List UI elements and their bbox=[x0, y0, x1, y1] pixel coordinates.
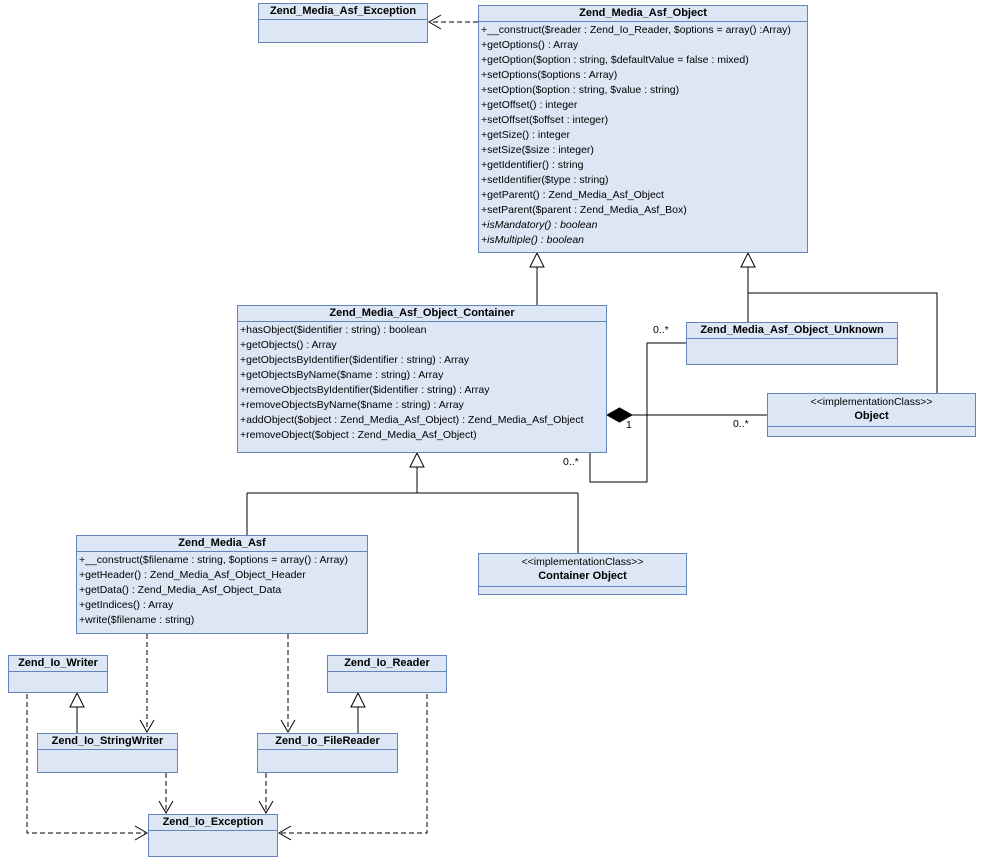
method-item: +removeObject($object : Zend_Media_Asf_Object) bbox=[240, 429, 477, 441]
class-title: Zend_Io_Reader bbox=[328, 656, 446, 672]
class-zend-io-reader bbox=[327, 655, 447, 693]
class-title bbox=[479, 554, 686, 587]
dependency-stringwriter-to-io-exception bbox=[159, 773, 173, 813]
class-stereotype: <<implementationClass>> bbox=[521, 556, 644, 568]
method-item: +getHeader() : Zend_Media_Asf_Object_Header bbox=[79, 569, 306, 581]
method-item: +isMultiple() : boolean bbox=[481, 234, 585, 246]
class-zend-io-exception bbox=[148, 814, 278, 857]
class-title: Zend_Media_Asf_Object_Unknown bbox=[687, 323, 897, 339]
multiplicity-composition-source: 1 bbox=[626, 419, 632, 431]
class-zend-media-asf bbox=[76, 535, 368, 634]
generalization-stringwriter-to-writer bbox=[70, 693, 84, 733]
method-item: +getOffset() : integer bbox=[481, 99, 578, 111]
class-title: Zend_Media_Asf_Object_Container bbox=[238, 306, 606, 322]
method-item: +getParent() : Zend_Media_Asf_Object bbox=[481, 189, 664, 201]
method-item: +removeObjectsByName($name : string) : Array bbox=[240, 399, 464, 411]
method-item: +removeObjectsByIdentifier($identifier : string) : Array bbox=[240, 384, 490, 396]
class-title: Zend_Io_Exception bbox=[149, 815, 277, 831]
generalization-filereader-to-reader bbox=[351, 693, 365, 733]
method-item: +__construct($filename : string, $options = array() : Array) bbox=[79, 554, 349, 566]
method-item: +setOption($option : string, $value : string) bbox=[481, 84, 680, 96]
class-container-object-implementation bbox=[478, 553, 687, 595]
method-item: +getObjects() : Array bbox=[240, 339, 337, 351]
class-zend-io-filereader bbox=[257, 733, 398, 773]
method-item: +__construct($reader : Zend_Io_Reader, $options = array() :Array) bbox=[481, 24, 791, 36]
method-item: +setIdentifier($type : string) bbox=[481, 174, 609, 186]
dependency-asf-to-filereader bbox=[281, 634, 295, 732]
method-item: +getData() : Zend_Media_Asf_Object_Data bbox=[79, 584, 282, 596]
method-item: +setSize($size : integer) bbox=[481, 144, 594, 156]
class-method-list bbox=[479, 22, 807, 248]
class-title: Zend_Io_FileReader bbox=[258, 734, 397, 750]
class-title: Zend_Io_Writer bbox=[9, 656, 107, 672]
class-title: Zend_Media_Asf_Object bbox=[479, 6, 807, 22]
method-item: +getIndices() : Array bbox=[79, 599, 174, 611]
class-title: Zend_Media_Asf bbox=[77, 536, 367, 552]
method-item: +setParent($parent : Zend_Media_Asf_Box) bbox=[481, 204, 687, 216]
method-item: +getObjectsByIdentifier($identifier : string) : Array bbox=[240, 354, 470, 366]
method-item: +hasObject($identifier : string) : boolean bbox=[240, 324, 427, 336]
method-item: +setOptions($options : Array) bbox=[481, 69, 618, 81]
class-stereotype: <<implementationClass>> bbox=[810, 396, 933, 408]
method-item: +getSize() : integer bbox=[481, 129, 571, 141]
method-item: +getObjectsByName($name : string) : Array bbox=[240, 369, 444, 381]
dependency-asf-to-stringwriter bbox=[140, 634, 154, 732]
class-title: Zend_Io_StringWriter bbox=[38, 734, 177, 750]
class-zend-io-writer bbox=[8, 655, 108, 693]
class-title: Zend_Media_Asf_Exception bbox=[259, 4, 427, 20]
class-zend-io-stringwriter bbox=[37, 733, 178, 773]
dependency-object-to-media-exception bbox=[429, 15, 478, 29]
dependency-filereader-to-io-exception bbox=[259, 773, 273, 813]
multiplicity-container-end: 0..* bbox=[563, 456, 579, 468]
class-method-list bbox=[77, 552, 367, 628]
method-item: +setOffset($offset : integer) bbox=[481, 114, 609, 126]
method-item: +getIdentifier() : string bbox=[481, 159, 584, 171]
class-zend-media-asf-object-unknown bbox=[686, 322, 898, 365]
class-title bbox=[768, 394, 975, 427]
class-object-implementation bbox=[767, 393, 976, 437]
multiplicity-composition-target: 0..* bbox=[733, 418, 749, 430]
class-name: Container Object bbox=[538, 570, 627, 582]
class-method-list bbox=[238, 322, 606, 443]
method-item: +addObject($object : Zend_Media_Asf_Object) : Zend_Media_Asf_Object bbox=[240, 414, 584, 426]
generalization-container-to-object bbox=[530, 253, 544, 305]
method-item: +isMandatory() : boolean bbox=[481, 219, 598, 231]
class-zend-media-asf-object bbox=[478, 5, 808, 253]
method-item: +getOption($option : string, $defaultValue = false : mixed) bbox=[481, 54, 749, 66]
class-zend-media-asf-exception bbox=[258, 3, 428, 43]
class-name: Object bbox=[854, 410, 889, 422]
method-item: +write($filename : string) bbox=[79, 614, 195, 626]
class-zend-media-asf-object-container bbox=[237, 305, 607, 453]
method-item: +getOptions() : Array bbox=[481, 39, 579, 51]
multiplicity-unknown-end: 0..* bbox=[653, 324, 669, 336]
